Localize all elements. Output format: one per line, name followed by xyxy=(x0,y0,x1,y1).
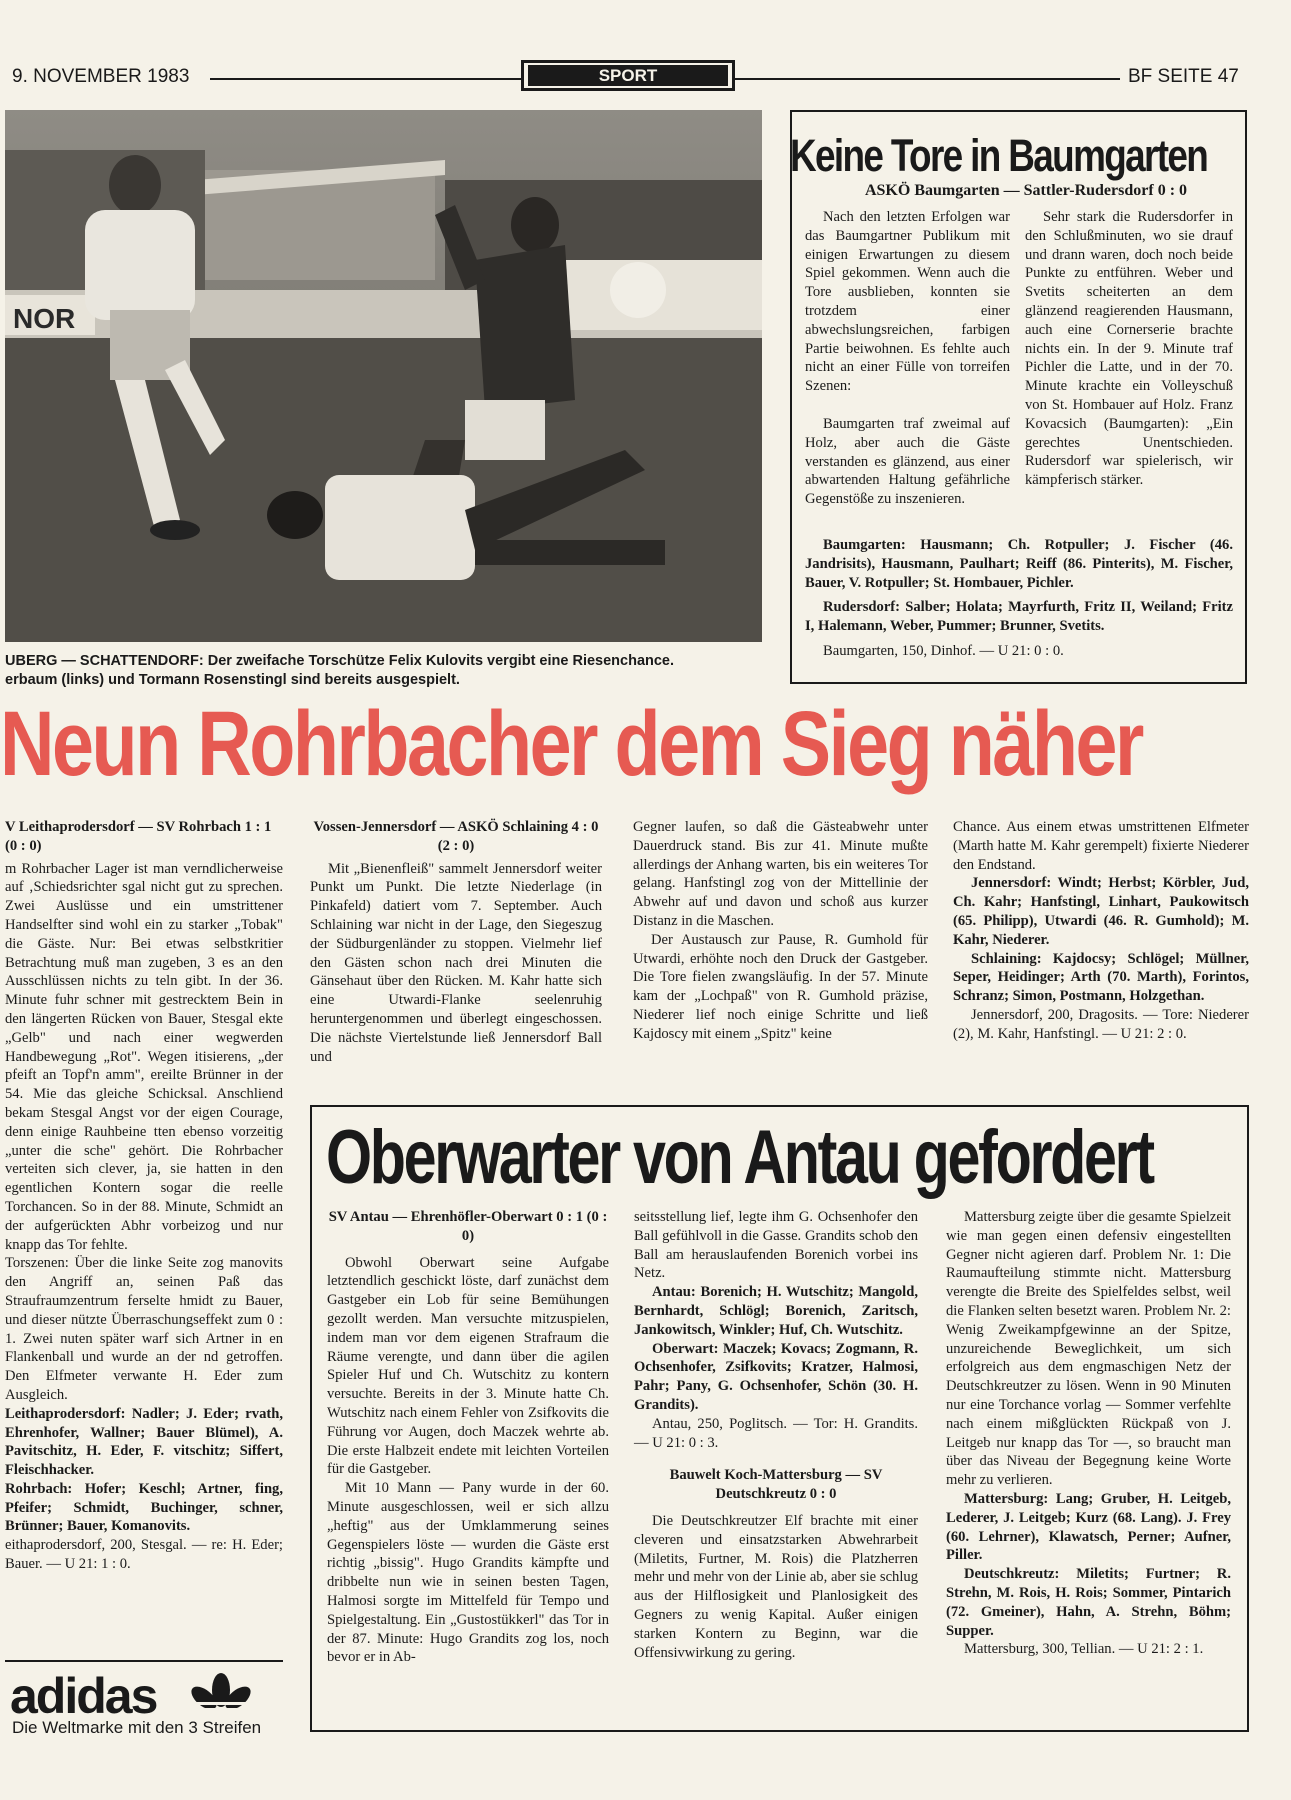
article3-paragraph: Mattersburg zeigte über die gesamte Spielzeit wie man gegen einen defensiv eingestellten Gegner nicht agieren darf. Problem Nr. 1: Die Raumaufteilung stimmte nicht. Mattersburg verengte die Breite des Spielfeldes selbst, weil die Flanken selten besetzt waren. Problem Nr. 2: Wenig Zweikampfgewinne an der Spitze, unzureichende Beweglichkeit, um sich erfolgreich aus dem engmaschigen Netz der Deutschkreutzer zu lösen. Wenn in 90 Minuten nur eine Torchance vorlag — Sommer verfehlte nach einem mißglückten Rückpaß von J. Leitgeb nur knapp das Tor —, so braucht man über das Niveau der Begegnung keine Worte mehr zu verlieren. xyxy=(946,1209,1231,1489)
photo-caption-line-2: erbaum (links) und Tormann Rosenstingl sind bereits ausgespielt. xyxy=(5,672,460,688)
article3-column-2 xyxy=(634,1208,918,1662)
adidas-logo-text: adidas xyxy=(10,1668,157,1724)
article3-paragraph: seitsstellung lief, legte ihm G. Ochsenhofer den Ball gefühlvoll in die Gasse. Grandits schob den Ball am herauslaufenden Borenich vorbei ins Netz. xyxy=(634,1209,918,1282)
article2-lineup: Rohrbach: Hofer; Keschl; Artner, fing, Pfeifer; Schmidt, Buchinger, schner, Brünner; Bauer, Komanovits. xyxy=(5,1480,283,1535)
article1-paragraph: Baumgarten traf zweimal auf Holz, aber auch die Gäste verstanden es glänzend, aus einer abwartenden Haltung gefährliche Gegenstöße zu inszenieren. xyxy=(805,415,1010,508)
article1-paragraph: Nach den letzten Erfolgen war das Baumgartner Publikum mit einigen Erwartungen zu diesem Spiel gekommen. Wenn auch die Tore ausblieben, konnten sie trotzdem einer abwechslungsreichen, farbigen Partie beiwohnen. Es fehlte auch nicht an einer Fülle von torreifen Szenen: xyxy=(805,209,1010,395)
section-label: SPORT xyxy=(528,65,728,86)
article2-column-4 xyxy=(953,818,1249,1044)
photo-caption-line-1: UBERG — SCHATTENDORF: Der zweifache Torschütze Felix Kulovits vergibt eine Riesenchance. xyxy=(5,653,675,669)
article2-match-heading: Vossen-Jennersdorf — ASKÖ Schlaining 4 : 0 (2 : 0) xyxy=(313,819,599,854)
ad-divider xyxy=(5,1660,283,1662)
article3-title: Oberwarter von Antau gefordert xyxy=(326,1115,1153,1200)
article1-lineup-rudersdorf: Rudersdorf: Salber; Holata; Mayrfurth, Fritz II, Weiland; Fritz I, Halemann, Weber, Pummer; Brunner, Svetits. xyxy=(805,599,1233,635)
article3-lineup: Oberwart: Maczek; Kovacs; Zogmann, R. Ochsenhofer, Zsifkovits; Kratzer, Halmosi, Pahr; Pany, G. Ochsenhofer, Schön (30. H. Grandits). xyxy=(634,1340,918,1413)
article2-lineup: Jennersdorf: Windt; Herbst; Körbler, Jud, Ch. Kahr; Hanfstingl, Linhart, Paukowitsch (65. Philipp), Utwardi (46. R. Gumhold); M. Kahr, Niederer. xyxy=(953,875,1249,948)
article2-paragraph: Mit „Bienenfleiß" sammelt Jennersdorf weiter Punkt um Punkt. Die letzte Niederlage (in Pinkafeld) datiert vom 7. September. Auch Schlaining war nicht in der Lage, den Siegeszug der Südburgenländer zu stoppen. Vielmehr lief den Gästen schon nach drei Minuten die Gänsehaut über den Rücken. M. Kahr hatte sich eine Utwardi-Flanke seelenruhig heruntergenommen und überlegt eingeschossen. Die nächste Viertelstunde ließ Jennersdorf Ball und xyxy=(310,860,602,1065)
header-date: 9. NOVEMBER 1983 xyxy=(12,66,190,87)
football-scene-illustration xyxy=(5,110,762,642)
article1-lineups xyxy=(805,536,1233,661)
article1-subtitle: ASKÖ Baumgarten — Sattler-Rudersdorf 0 : 0 xyxy=(864,182,1188,199)
article2-result: eithaprodersdorf, 200, Stesgal. — re: H. Eder; Bauer. — U 21: 1 : 0. xyxy=(5,1537,283,1573)
article2-paragraph: Gegner laufen, so daß die Gästeabwehr unter Dauerdruck stand. Bis zur 41. Minute mußte allerdings der Anhang warten, bis ein weiteres Tor gelang. Hanfstingl zog von der Mittellinie der Abwehr auf und davon und schoß aus kurzer Distanz in die Maschen. xyxy=(633,819,928,929)
article3-lineup: Mattersburg: Lang; Gruber, H. Leitgeb, Lederer, J. Leitgeb; Kurz (68. Lang). J. Frey (60. Lehrner), Klawatsch, Perner; Aufner, Piller. xyxy=(946,1490,1231,1564)
article2-lineup: Schlaining: Kajdocsy; Schlögel; Müllner, Seper, Heidinger; Arth (70. Marth), Forintos, Schranz; Simon, Postmann, Holzgethan. xyxy=(953,950,1249,1005)
ad-board-text: NOR xyxy=(13,303,76,334)
adidas-tagline: Die Weltmarke mit den 3 Streifen xyxy=(12,1718,262,1737)
photo-caption xyxy=(5,652,765,690)
article2-paragraph: m Rohrbacher Lager ist man verndlicherweise auf ‚Schiedsrichter sgal nicht gut zu sprechen. Zwei Auslüsse und ein umstrittener Handselfter sind wohl ein zu starker „Tobak" die Gäste. Nur: Bei etwas selbstkritier Betrachtung muß man zugeben, 3 es an den Ausschlüssen nichts zu teln gibt. In der 36. Minute fuhr schner mit gestrecktem Bein in den längerten Rücken von Bauer, Stesgal ekte „Gelb" und nach einer wegwerden Handbewegung „Rot". Wegen itisierens, „der pfeift an Topf'n amm", ereilte Brünner in der 54. Mie das gleiche Schicksal. Anschliend bekam Stesgal Angst vor der eigen Courage, denn einige Rauhbeine tten ebenso vorzeitig „unter die sche" gehört. Die Rohrbacher verteiten sich clever, ja, sie hatten in den egentlichen Kontern sogar die reelle Torchancen. So in der 88. Minute, Schmidt an der aufgerückten Abhr vorbeizog und nur knapp das Tor fehlte. xyxy=(5,860,283,1253)
article1-title: Keine Tore in Baumgarten xyxy=(790,130,1208,181)
article3-paragraph: Die Deutschkreutzer Elf brachte mit einer cleveren und einsatzstarken Abwehrarbeit (Miletits, Furtner, M. Rois) die Platzherren mehr und mehr von der Linie ab, aber sie schlug aus der Hilflosigkeit und Planlosigkeit des Gegners zu wenig Kapital. Außer einigen starken Kontern zu Beginn, war die Offensivwirkung zu gering. xyxy=(634,1512,918,1661)
article1-column-2 xyxy=(1025,208,1233,490)
article2-paragraph: Chance. Aus einem etwas umstrittenen Elfmeter (Marth hatte M. Kahr gerempelt) fixierte Niederer den Endstand. xyxy=(953,819,1249,873)
article2-lineup: Leithaprodersdorf: Nadler; J. Eder; rvath, Ehrenhofer, Wallner; Bauer Blümel), A. Pavitschitz, H. Eder, F. vitschitz; Siffert, Fleischhacker. xyxy=(5,1405,283,1479)
article2-column-3 xyxy=(633,818,928,1044)
article2-match-heading: V Leithaprodersdorf — SV Rohrbach 1 : 1 (0 : 0) xyxy=(5,819,272,854)
article2-paragraph: Der Austausch zur Pause, R. Gumhold für Utwardi, erhöhte noch den Druck der Gastgeber. Die Tore fielen zwangsläufig. In der 57. Minute kam der „Lochpaß" von R. Gumhold präzise, Niederer lief noch einige Schritte und ließ Kajdoscy mit einem „Spitz" keine xyxy=(633,931,928,1042)
article1-result: Baumgarten, 150, Dinhof. — U 21: 0 : 0. xyxy=(823,642,1064,659)
article2-column-2 xyxy=(310,818,602,1066)
adidas-trefoil-icon xyxy=(188,1672,254,1716)
article2-column-1 xyxy=(5,818,283,1574)
article2-result: Jennersdorf, 200, Dragosits. — Tore: Niederer (2), M. Kahr, Hanfstingl. — U 21: 2 : 0. xyxy=(953,1006,1249,1042)
match-photo xyxy=(5,110,762,642)
article3-lineup: Deutschkreutz: Miletits; Furtner; R. Strehn, M. Rois, H. Rois; Sommer, Pintarich (72. Gmeiner), Hahn, A. Strehn, Böhm; Supper. xyxy=(946,1566,1231,1639)
article1-lineup-baumgarten: Baumgarten: Hausmann; Ch. Rotpuller; J. Fischer (46. Jandrisits), Hausmann, Paulhart; Reiff (86. Pinterits), M. Fischer, Bauer, V. Rotpuller; St. Hombauer, Pichler. xyxy=(805,537,1233,591)
header-page-number: BF SEITE 47 xyxy=(1128,66,1239,87)
header-rule-left xyxy=(210,78,521,80)
header-rule-right xyxy=(735,78,1120,80)
article3-lineup: Antau: Borenich; H. Wutschitz; Mangold, Bernhardt, Schlögl; Borenich, Zaritsch, Jankowitsch, Winkler; Huf, Ch. Wutschitz. xyxy=(634,1284,918,1338)
article2-paragraph: Torszenen: Über die linke Seite zog manovits den Angriff an, seinen Paß das Straufraumzentrum ferselte hmidt zu Bauer, und dieser nützte Überraschungseffekt zum 0 : 1. Zwei nuten später warf sich Artner in en Flankenball und wurde an der nd getroffen. Den Elfmeter verwante H. Eder zum Ausgleich. xyxy=(5,1255,283,1403)
article3-result: Antau, 250, Poglitsch. — Tor: H. Grandits. — U 21: 0 : 3. xyxy=(634,1415,918,1451)
section-label-box xyxy=(521,60,735,91)
article3-match-heading: Bauwelt Koch-Mattersburg — SV Deutschkreutz 0 : 0 xyxy=(669,1467,883,1503)
article1-column-1 xyxy=(805,208,1010,509)
article3-paragraph: Obwohl Oberwart seine Aufgabe letztendlich geschickt löste, darf zunächst dem Gastgeber ein Lob für seine Bemühungen gezollt werden. Man versuchte mitzuspielen, indem man vor dem eigenen Strafraum die Räume verengte, und dann über die agilen Spieler Huf und Ch. Wutschitz zu kontern versuchte. Bereits in der 3. Minute hatte Ch. Wutschitz nach einem Fehler von Zsifkovits die Führung vor Augen, doch Maczek wehrte ab. Die erste Halbzeit endete mit leichten Vorteilen für die Gastgeber. xyxy=(327,1254,609,1478)
article3-match-heading: SV Antau — Ehrenhöfler-Oberwart 0 : 1 (0 : 0) xyxy=(328,1209,608,1244)
article3-result: Mattersburg, 300, Tellian. — U 21: 2 : 1. xyxy=(964,1641,1204,1658)
article2-headline: Neun Rohrbacher dem Sieg näher xyxy=(0,693,1142,795)
article3-column-1 xyxy=(327,1208,609,1667)
article3-column-3 xyxy=(946,1208,1231,1659)
article3-paragraph: Mit 10 Mann — Pany wurde in der 60. Minute ausgeschlossen, weil er sich allzu „heftig" aus der Umklammerung seines Gegenspielers löste — wurden die Gäste erst richtig „bissig". Hugo Grandits kämpfte und dribbelte nun wie in seinen besten Tagen, Halmosi sorgte im Mittelfeld für Tempo und Spielgestaltung. Ein „Gustostükkerl" das Tor in der 87. Minute: Hugo Grandits zog los, noch bevor er in Ab- xyxy=(327,1480,609,1666)
article1-paragraph: Sehr stark die Rudersdorfer in den Schlußminuten, wo sie drauf und drann waren, doch noch beide Punkte zu entführen. Weber und Svetits scheiterten an dem glänzend reagierenden Hausmann, auch eine Cornerserie brachte nichts ein. In der 9. Minute traf Pichler die Latte, und in der 70. Minute krachte ein Volleyschuß von St. Hombauer auf Holz. Franz Kovacsich (Baumgarten): „Ein gerechtes Unentschieden. Rudersdorf war spielerisch, wir kämpferisch stärker. xyxy=(1025,209,1233,489)
